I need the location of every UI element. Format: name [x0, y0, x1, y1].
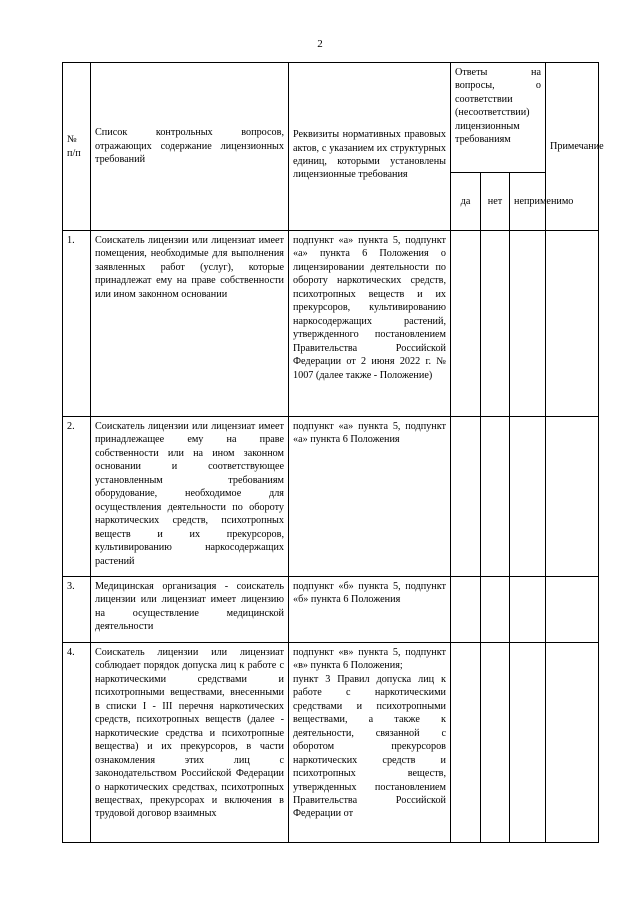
answer-yes-cell	[451, 643, 481, 843]
answer-na-cell	[510, 643, 546, 843]
answer-na-cell	[510, 417, 546, 577]
question-text: Медицинская организация - соискатель лицензии или лицензиат имеет лицензию на осуществление медицинской деятельности	[91, 577, 289, 643]
checklist-table	[62, 62, 604, 843]
answer-no-cell	[481, 417, 510, 577]
page-number: 2	[317, 38, 323, 50]
question-text: Соискатель лицензии или лицензиат соблюдает порядок допуска лиц к работе с наркотическими средствами и психотропными веществами, внесенными в списки I - III перечня наркотических средств, психотропных веществ (далее - наркотические средства и психотропные вещества) и их прекурсоров, в части ознакомления этих лиц с законодательством Российской Федерации о наркотических средствах, психотропных веществах, прекурсорах и включения в трудовой договор взаимных	[91, 643, 289, 843]
note-cell	[546, 417, 599, 577]
answer-na-cell	[510, 231, 546, 417]
question-text: Соискатель лицензии или лицензиат имеет помещения, необходимые для выполнения заявленных работ (услуг), которые принадлежат ему на праве собственности или ином законном основании	[91, 231, 289, 417]
row-number: 4.	[63, 643, 91, 843]
note-cell	[546, 577, 599, 643]
note-cell	[546, 643, 599, 843]
table-row	[63, 231, 599, 417]
table-row	[63, 417, 599, 577]
requisites-text: подпункт «а» пункта 5, подпункт «а» пункта 6 Положения	[289, 417, 451, 577]
row-number: 1.	[63, 231, 91, 417]
requisites-text: подпункт «б» пункта 5, подпункт «б» пункта 6 Положения	[289, 577, 451, 643]
requisites-text: подпункт «в» пункта 5, подпункт «в» пункта 6 Положения; пункт 3 Правил допуска лиц к работе с наркотическими средствами и психотропными веществами, а также к деятельности, связанной с оборотом прекурсоров наркотических средств и психотропных веществ, утвержденных постановлением Правительства Российской Федерации от	[289, 643, 451, 843]
header-note: Примечание	[546, 63, 599, 231]
header-number: № п/п	[63, 63, 91, 231]
requisites-text: подпункт «а» пункта 5, подпункт «а» пункта 6 Положения о лицензировании деятельности по обороту наркотических средств, психотропных веществ и их прекурсоров, культивированию наркосодержащих растений, утвержденного постановлением Правительства Российской Федерации от 2 июня 2022 г. № 1007 (далее также - Положение)	[289, 231, 451, 417]
header-question-list: Список контрольных вопросов, отражающих содержание лицензионных требований	[91, 63, 289, 231]
header-answers: Ответы на вопросы, о соответствии (несоответствии) лицензионным требованиям	[451, 63, 546, 173]
header-no: нет	[481, 173, 510, 231]
answer-no-cell	[481, 231, 510, 417]
table-row	[63, 577, 599, 643]
answer-na-cell	[510, 577, 546, 643]
answer-no-cell	[481, 577, 510, 643]
table-row	[63, 643, 599, 843]
note-cell	[546, 231, 599, 417]
header-requisites: Реквизиты нормативных правовых актов, с указанием их структурных единиц, которыми установлены лицензионные требования	[289, 63, 451, 231]
question-text: Соискатель лицензии или лицензиат имеет принадлежащее ему на праве собственности или на ином законном основании и соответствующее установленным требованиям оборудование, необходимое для осуществления деятельности по обороту наркотических средств, психотропных веществ и их прекурсоров, культивированию наркосодержащих растений	[91, 417, 289, 577]
answer-yes-cell	[451, 231, 481, 417]
answer-yes-cell	[451, 417, 481, 577]
row-number: 3.	[63, 577, 91, 643]
answer-no-cell	[481, 643, 510, 843]
header-yes: да	[451, 173, 481, 231]
row-number: 2.	[63, 417, 91, 577]
header-not-applicable: неприменимо	[510, 173, 546, 231]
answer-yes-cell	[451, 577, 481, 643]
